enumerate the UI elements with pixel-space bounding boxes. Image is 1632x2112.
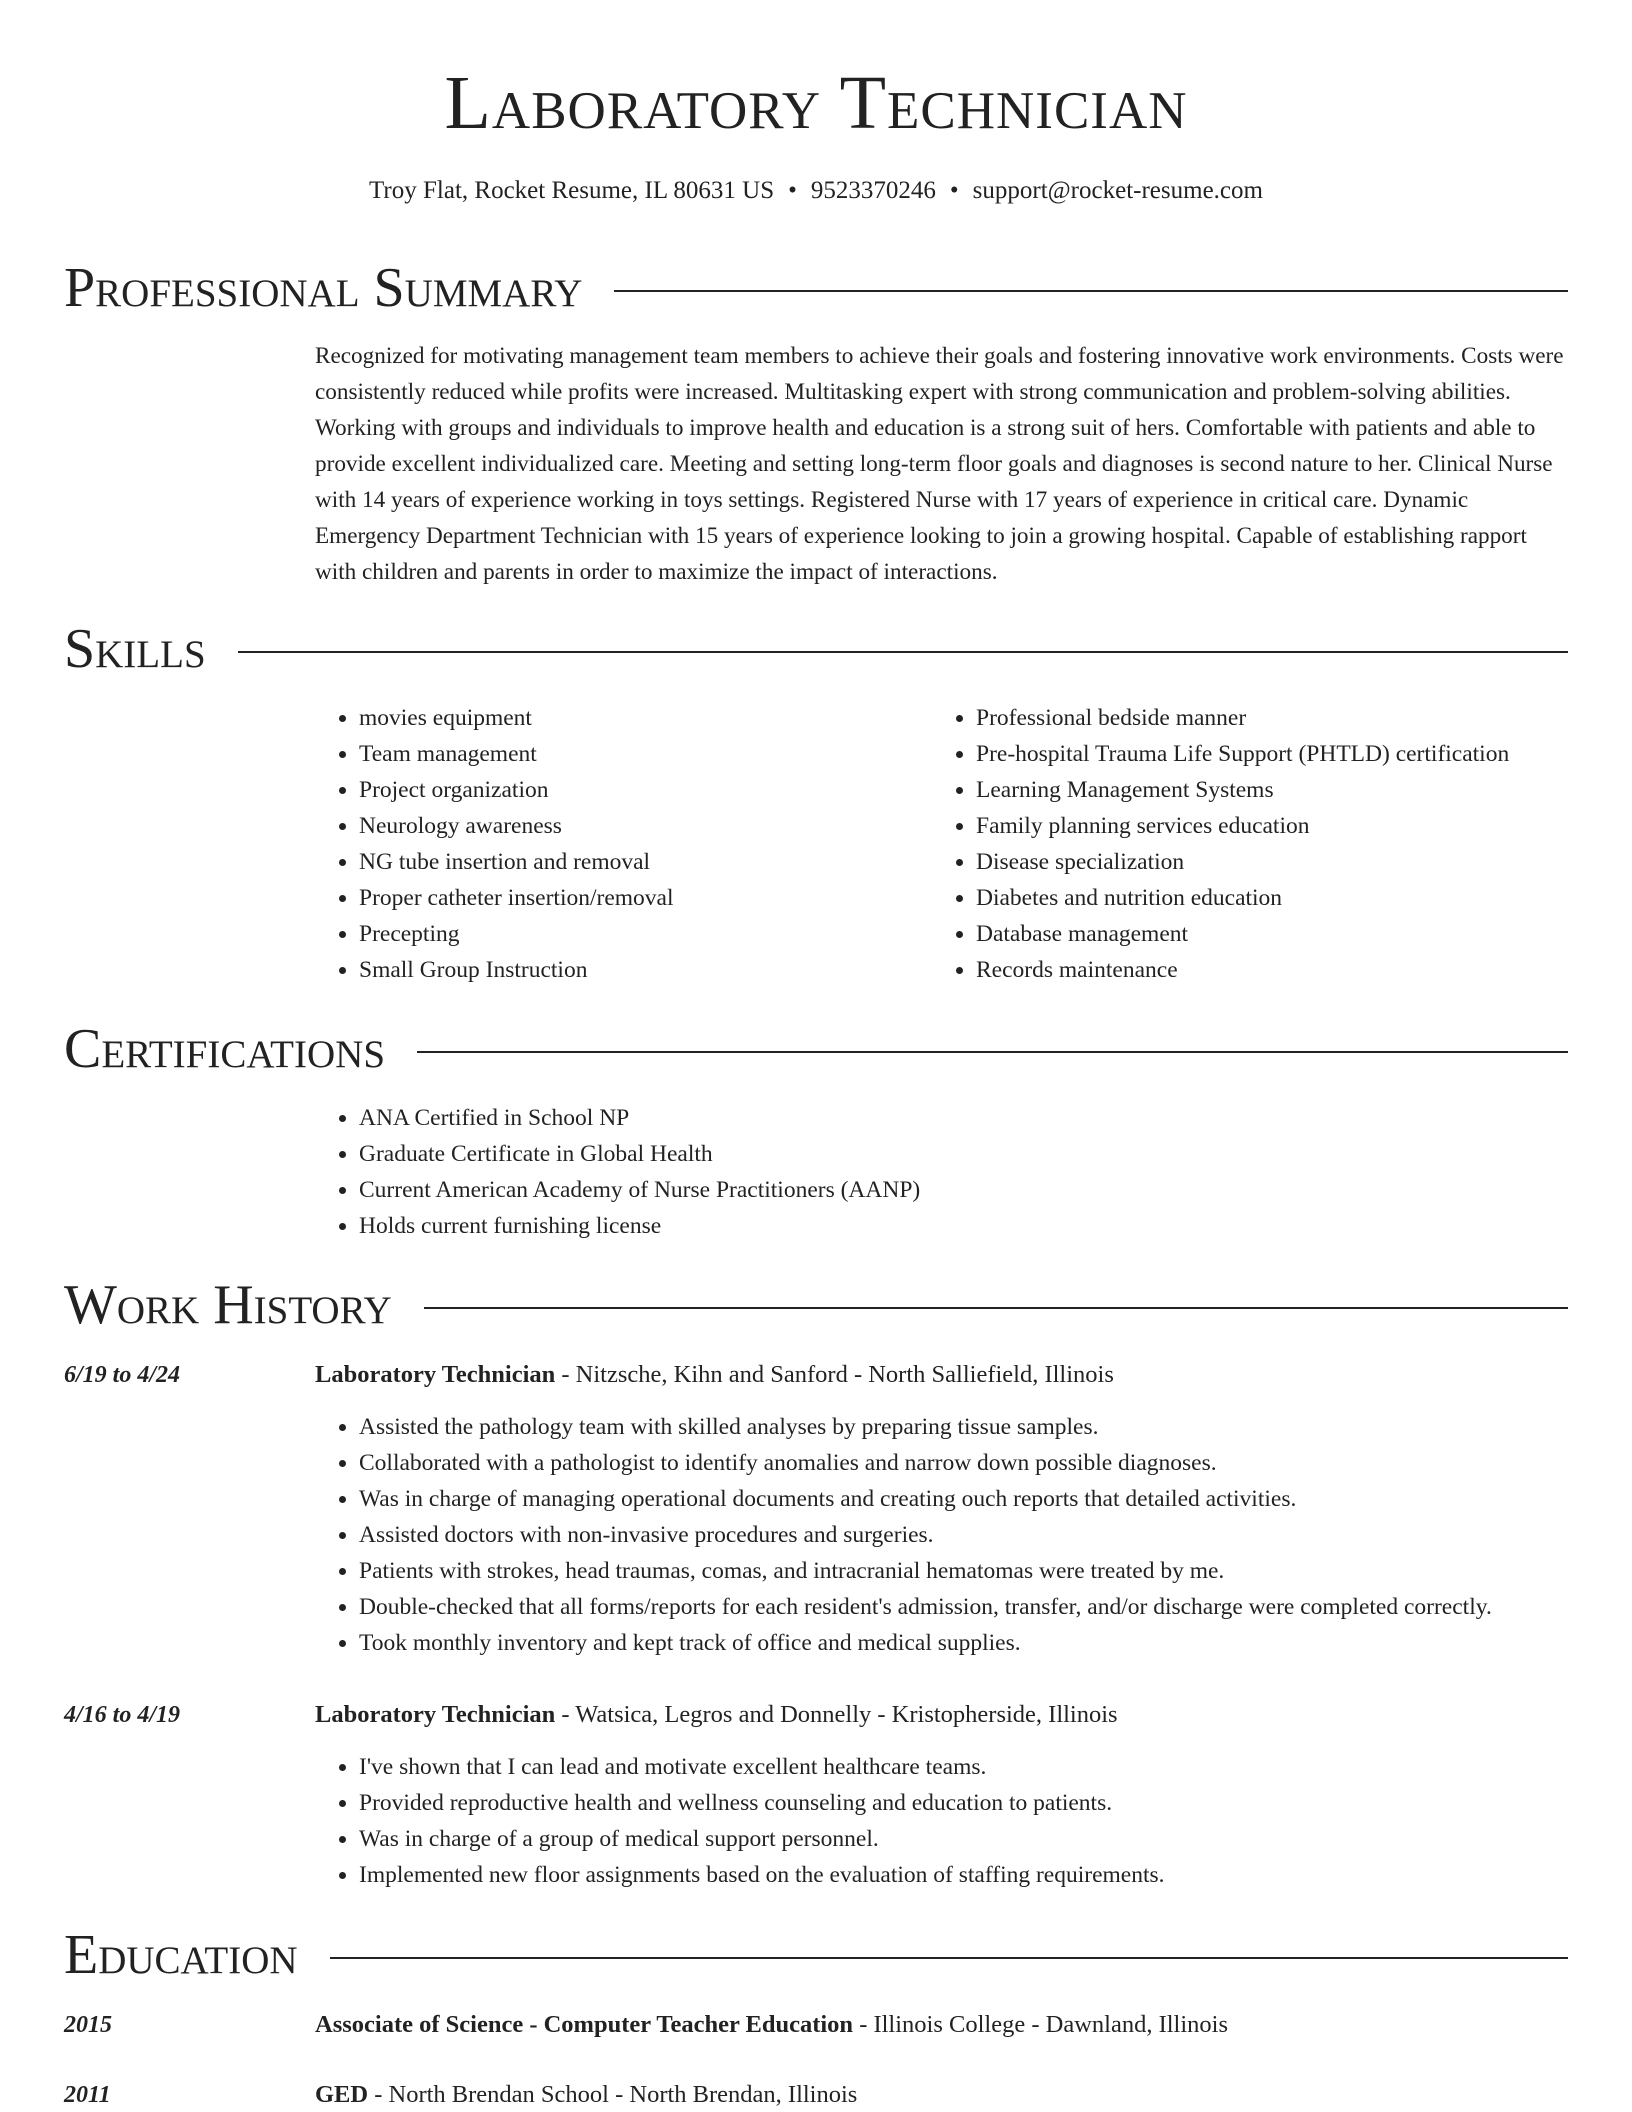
section-divider	[614, 290, 1568, 292]
skill-item: • Disease specialization	[976, 844, 1616, 880]
job-details: - Nitzsche, Kihn and Sanford - North Salliefield, Illinois	[555, 1361, 1114, 1388]
job-title-line	[315, 1698, 1570, 1732]
job-bullets	[315, 1749, 1619, 1893]
section-title-work-history: Work History	[64, 1274, 392, 1336]
contact-separator: •	[949, 177, 959, 204]
education-degree: Associate of Science - Computer Teacher Education	[315, 2011, 854, 2038]
education-date: 2011	[64, 2082, 111, 2108]
section-title-skills: Skills	[64, 618, 206, 680]
skill-item: • NG tube insertion and removal	[359, 844, 959, 880]
education-details: - North Brendan School - North Brendan, Illinois	[368, 2081, 858, 2108]
certification-item: • Holds current furnishing license	[359, 1208, 1609, 1244]
skill-item: • Family planning services education	[976, 808, 1616, 844]
contact-line	[0, 174, 1632, 208]
certification-item: • Current American Academy of Nurse Practitioners (AANP)	[359, 1172, 1609, 1208]
skill-item: • Learning Management Systems	[976, 772, 1616, 808]
job-title: Laboratory Technician	[315, 1361, 556, 1388]
job-details: - Watsica, Legros and Donnelly - Kristopherside, Illinois	[555, 1701, 1118, 1728]
skill-item: • Small Group Instruction	[359, 952, 959, 988]
job-bullet: • Was in charge of managing operational documents and creating ouch reports that detailed activities.	[359, 1481, 1619, 1517]
education-degree: GED	[315, 2081, 369, 2108]
contact-phone: 9523370246	[810, 177, 936, 204]
contact-address: Troy Flat, Rocket Resume, IL 80631 US	[369, 177, 775, 204]
section-header-certifications	[64, 1017, 1568, 1081]
job-bullet: • Assisted the pathology team with skilled analyses by preparing tissue samples.	[359, 1409, 1619, 1445]
education-details: - Illinois College - Dawnland, Illinois	[853, 2011, 1228, 2038]
skill-item: • Professional bedside manner	[976, 700, 1616, 736]
section-header-summary	[64, 256, 1568, 320]
education-line	[315, 2078, 1570, 2112]
section-divider	[417, 1051, 1568, 1053]
job-title-line	[315, 1358, 1570, 1392]
section-title-summary: Professional Summary	[64, 257, 583, 319]
skills-list-left	[315, 700, 959, 988]
skill-item: • Proper catheter insertion/removal	[359, 880, 959, 916]
job-title: Laboratory Technician	[315, 1701, 556, 1728]
skill-item: • Project organization	[359, 772, 959, 808]
certification-item: • Graduate Certificate in Global Health	[359, 1136, 1609, 1172]
section-header-skills	[64, 617, 1568, 681]
contact-email: support@rocket-resume.com	[972, 177, 1263, 204]
certification-item: • ANA Certified in School NP	[359, 1100, 1609, 1136]
job-bullet: • Patients with strokes, head traumas, comas, and intracranial hematomas were treated by me.	[359, 1553, 1619, 1589]
section-header-education	[64, 1923, 1568, 1987]
section-title-certifications: Certifications	[64, 1018, 386, 1080]
section-title-education: Education	[64, 1924, 298, 1986]
certifications-list	[315, 1100, 1609, 1244]
skill-item: • Team management	[359, 736, 959, 772]
job-bullet: • Was in charge of a group of medical support personnel.	[359, 1821, 1619, 1857]
job-bullet: • Took monthly inventory and kept track of office and medical supplies.	[359, 1625, 1619, 1661]
skill-item: • Pre-hospital Trauma Life Support (PHTLD) certification	[976, 736, 1616, 772]
section-divider	[238, 651, 1568, 653]
skill-item: • movies equipment	[359, 700, 959, 736]
skill-item: • Database management	[976, 916, 1616, 952]
job-date: 4/16 to 4/19	[64, 1702, 181, 1728]
skill-item: • Precepting	[359, 916, 959, 952]
job-date: 6/19 to 4/24	[64, 1362, 181, 1388]
job-bullet: • Provided reproductive health and wellness counseling and education to patients.	[359, 1785, 1619, 1821]
job-bullet: • Assisted doctors with non-invasive procedures and surgeries.	[359, 1517, 1619, 1553]
summary-text: Recognized for motivating management team members to achieve their goals and fostering innovative work environments. Costs were consistently reduced while profits were increased. Multitasking expert with strong communication and problem-solving abilities. Working with groups and individuals to improve health and education is a strong suit of hers. Comfortable with patients and able to provide excellent individualized care. Meeting and setting long-term floor goals and diagnoses is second nature to her. Clinical Nurse with 14 years of experience working in toys settings. Registered Nurse with 17 years of experience in critical care. Dynamic Emergency Department Technician with 15 years of experience looking to join a growing hospital. Capable of establishing rapport with children and parents in order to maximize the impact of interactions.	[315, 343, 1564, 585]
skill-item: • Records maintenance	[976, 952, 1616, 988]
section-divider	[330, 1957, 1568, 1959]
job-bullets	[315, 1409, 1619, 1661]
job-bullet: • Implemented new floor assignments based on the evaluation of staffing requirements.	[359, 1857, 1619, 1893]
section-divider	[424, 1307, 1568, 1309]
skills-list-right	[932, 700, 1616, 988]
education-date: 2015	[64, 2012, 112, 2038]
job-bullet: • I've shown that I can lead and motivate excellent healthcare teams.	[359, 1749, 1619, 1785]
skill-item: • Diabetes and nutrition education	[976, 880, 1616, 916]
contact-separator: •	[788, 177, 797, 204]
education-line	[315, 2008, 1570, 2042]
resume-name: Laboratory Technician	[444, 61, 1188, 145]
section-header-work-history	[64, 1273, 1568, 1337]
skill-item: • Neurology awareness	[359, 808, 959, 844]
job-bullet: • Collaborated with a pathologist to identify anomalies and narrow down possible diagnoses.	[359, 1445, 1619, 1481]
job-bullet: • Double-checked that all forms/reports for each resident's admission, transfer, and/or discharge were completed correctly.	[359, 1589, 1619, 1625]
